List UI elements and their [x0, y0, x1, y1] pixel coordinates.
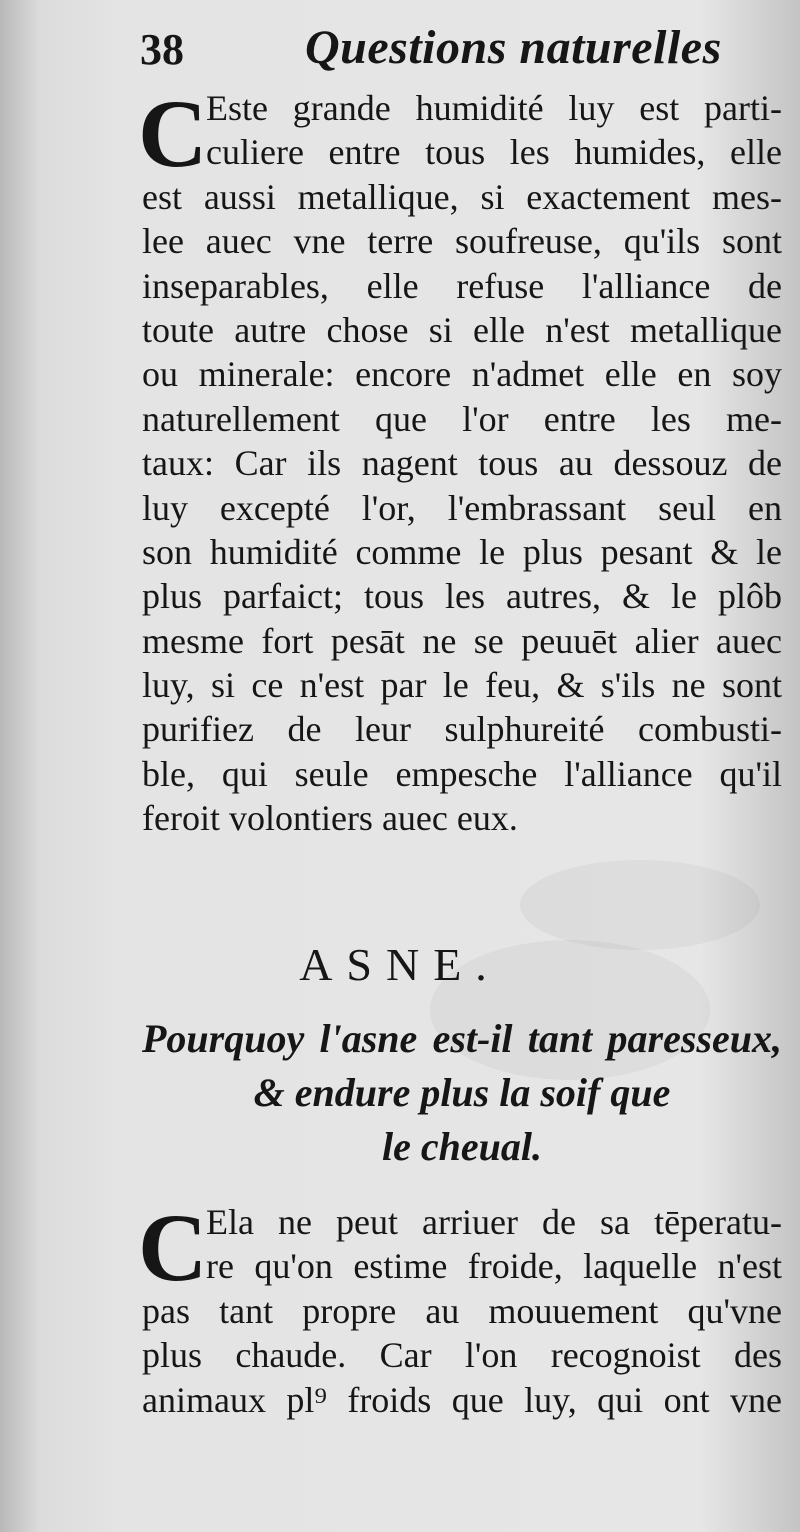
question-line: le cheual.: [382, 1124, 542, 1169]
question-line: Pourquoy l'asne est-il tant paresseux,: [142, 1016, 782, 1061]
paragraph-1: [138, 80, 782, 841]
text-line: plus parfaict; tous les autres, & le plôb: [142, 576, 782, 617]
page-number: 38: [140, 25, 184, 74]
chapter-question: [142, 1012, 782, 1174]
text-line: Ela ne peut arriuer de sa tēperatu-: [206, 1202, 782, 1242]
text-line: luy, si ce n'est par le feu, & s'ils ne sont: [142, 665, 782, 706]
section-title: ASNE.: [299, 939, 501, 990]
text-line: feroit volontiers auec eux.: [142, 798, 518, 839]
text-line: luy excepté l'or, l'embrassant seul en: [142, 487, 782, 528]
drop-cap: C: [138, 1194, 208, 1301]
text-line: purifiez de leur sulphureité combusti-: [142, 709, 782, 750]
text-line: son humidité comme le plus pesant & le: [142, 531, 782, 572]
text-line: ble, qui seule empesche l'alliance qu'il: [142, 753, 782, 794]
text-line: toute autre chose si elle n'est metallique: [142, 309, 782, 350]
text-line: inseparables, elle refuse l'alliance de: [142, 265, 782, 306]
page-stain: [520, 860, 760, 950]
text-line: taux: Car ils nagent tous au dessouz de: [142, 443, 782, 484]
text-line: plus chaude. Car l'on recognoist des: [142, 1335, 782, 1376]
drop-cap: C: [138, 80, 208, 187]
text-line: mesme fort pesāt ne se peuuēt alier auec: [142, 620, 782, 661]
page-header: [140, 18, 780, 88]
text-line: animaux pl⁹ froids que luy, qui ont vne: [142, 1379, 782, 1420]
text-line: naturellement que l'or entre les me-: [142, 398, 782, 439]
paragraph-2: [138, 1194, 782, 1422]
text-line: culiere entre tous les humides, elle: [206, 132, 782, 173]
text-line: ou minerale: encore n'admet elle en soy: [142, 354, 782, 395]
text-line: Este grande humidité luy est parti-: [206, 88, 782, 128]
text-line: re qu'on estime froide, laquelle n'est: [206, 1246, 782, 1287]
question-line: & endure plus la soif que: [253, 1070, 671, 1115]
text-line: pas tant propre au mouuement qu'vne: [142, 1290, 782, 1331]
running-title: Questions naturelles: [305, 21, 722, 74]
text-line: lee auec vne terre soufreuse, qu'ils sont: [142, 221, 782, 262]
text-line: est aussi metallique, si exactement mes-: [142, 176, 782, 217]
